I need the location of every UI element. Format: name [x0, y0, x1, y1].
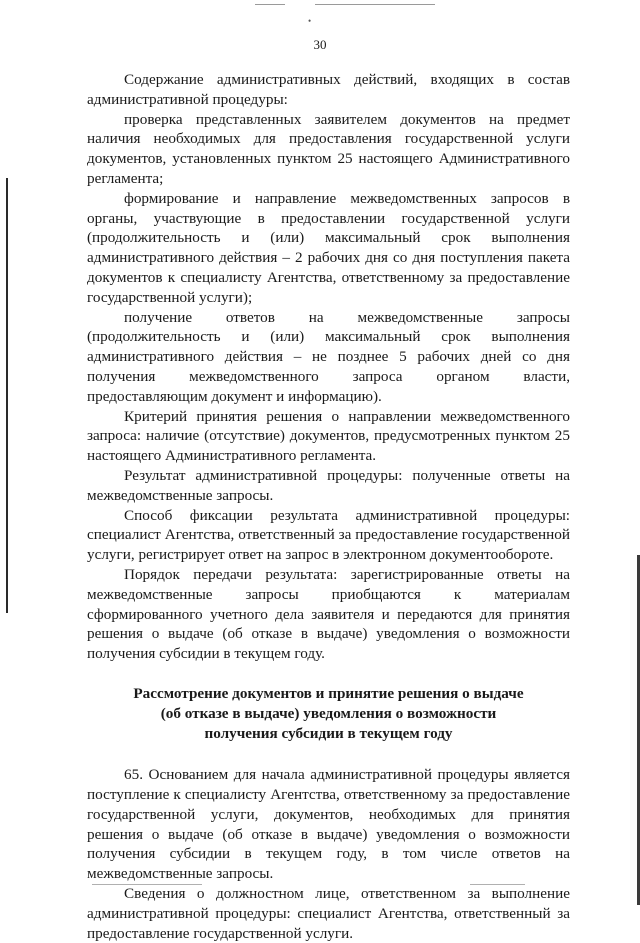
paragraph: Содержание административных действий, входящих в состав административной процедуры: [87, 71, 570, 108]
paragraph: формирование и направление межведомственных запросов в органы, участвующие в предоставлении государственной услуги (продолжительность и (или) максимальный срок выполнения административного действия – 2 рабочих дня со дня поступления пакета документов к специалисту Агентства, ответственному за предоставление государственной услуги); [87, 189, 570, 306]
paragraph: Критерий принятия решения о направлении межведомственного запроса: наличие (отсутствие) документов, предусмотренных пунктом 25 настоящего Административного регламента. [87, 407, 570, 465]
paragraph: Результат административной процедуры: полученные ответы на межведомственные запросы. [87, 466, 570, 504]
margin-line-left [6, 178, 8, 613]
paragraph: получение ответов на межведомственные запросы (продолжительность и (или) максимальный срок выполнения административного действия – не позднее 5 рабочих дней со дня получения межведомственного запроса органом власти, предоставляющим документ и информацию). [87, 308, 570, 405]
scan-artifact-top-right [315, 4, 435, 5]
document-body [87, 70, 570, 943]
section-heading: Рассмотрение документов и принятие решения о выдаче (об отказе в выдаче) уведомления о возможности получения субсидии в текущем году [133, 684, 524, 742]
paragraph: Сведения о должностном лице, ответственном за выполнение административной процедуры: специалист Агентства, ответственный за предоставление государственной услуги. [87, 885, 570, 942]
paragraph: проверка представленных заявителем документов на предмет наличия необходимых для предоставления государственной услуги документов, установленных пунктом 25 настоящего Административного регламента; [87, 110, 570, 187]
paragraph: 65. Основанием для начала административной процедуры является поступление к специалисту Агентства, ответственному за предоставление государственной услуги, документов, необходимых для принятия решения о выдаче (об отказе в выдаче) уведомления о возможности получения субсидии в текущем году, в том числе ответов на межведомственные запросы. [87, 766, 570, 883]
paragraph: Способ фиксации результата административной процедуры: специалист Агентства, ответственный за предоставление государственной услуги, регистрирует ответ на запрос в электронном документообороте. [87, 506, 570, 564]
scan-artifact-top-left [255, 4, 285, 5]
paragraph: Порядок передачи результата: зарегистрированные ответы на межведомственные запросы приобщаются к материалам сформированного учетного дела заявителя и передаются для принятия решения о выдаче (об отказе в выдаче) уведомления о возможности получения субсидии в текущем году. [87, 565, 570, 663]
page-number: 30 [313, 37, 327, 52]
scan-artifact-mark: • [308, 16, 312, 26]
